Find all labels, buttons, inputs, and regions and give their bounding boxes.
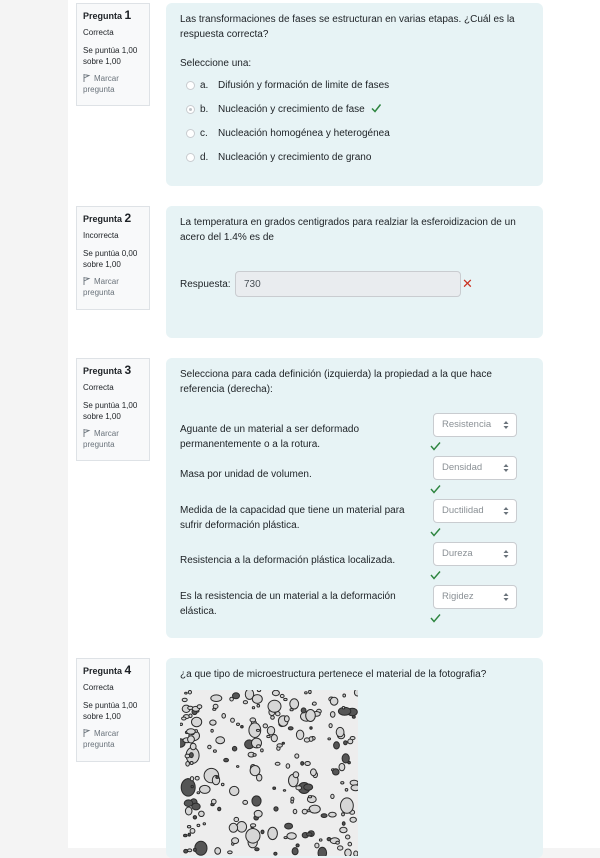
microstructure-particle (267, 727, 274, 735)
definition-text: Es la resistencia de un material a la deformación elástica. (180, 591, 396, 617)
microstructure-particle (188, 849, 192, 852)
microstructure-particle (329, 812, 337, 817)
microstructure-particle (251, 824, 256, 827)
microstructure-particle (296, 844, 299, 847)
microstructure-particle (336, 841, 340, 844)
microstructure-particle (185, 754, 190, 758)
select-caret-icon (503, 506, 509, 516)
microstructure-particle (272, 690, 279, 695)
microstructure-particle (185, 692, 188, 694)
microstructure-particle (212, 799, 217, 804)
microstructure-particle (318, 847, 327, 856)
option-d[interactable]: d. Nucleación y crecimiento de grano (180, 149, 529, 173)
microstructure-particle (275, 762, 280, 765)
microstructure-particle (313, 702, 317, 705)
microstructure-particle (342, 813, 345, 816)
microstructure-particle (228, 851, 233, 854)
microstructure-particle (338, 846, 343, 850)
microstructure-particle (197, 792, 200, 794)
microstructure-particle (341, 782, 344, 784)
microstructure-particle (352, 716, 355, 718)
match-row (180, 456, 529, 499)
microstructure-particle (333, 769, 340, 775)
microstructure-particle (211, 695, 222, 702)
microstructure-particle (340, 827, 347, 832)
microstructure-particle (254, 810, 262, 817)
question-content (166, 658, 543, 858)
microstructure-particle (301, 762, 304, 766)
microstructure-particle (288, 727, 293, 730)
microstructure-particle (328, 738, 331, 740)
microstructure-particle (306, 710, 316, 722)
radio-button-selected[interactable] (186, 105, 195, 114)
microstructure-particle (187, 729, 196, 734)
microstructure-particle (305, 762, 310, 766)
microstructure-particle (257, 704, 260, 707)
microstructure-particle (213, 750, 216, 752)
microstructure-particle (184, 849, 188, 853)
microstructure-particle (237, 766, 239, 768)
property-select[interactable]: Rigidez (433, 585, 517, 609)
microstructure-particle (221, 783, 224, 785)
microstructure-particle (186, 762, 190, 767)
question-state: Correcta (83, 683, 114, 692)
microstructure-particle (230, 786, 239, 795)
microstructure-particle (285, 823, 293, 829)
microstructure-particle (271, 716, 275, 719)
microstructure-particle (286, 764, 290, 768)
microstructure-particle (199, 811, 205, 816)
microstructure-particle (287, 833, 296, 840)
radio-button[interactable] (186, 153, 195, 162)
microstructure-particle (310, 727, 312, 729)
select-one-prompt: Seleccione una: (180, 58, 252, 69)
microstructure-particle (309, 737, 313, 742)
microstructure-particle (200, 785, 211, 793)
definition-text: Medida de la capacidad que tiene un material para sufrir deformación plástica. (180, 505, 405, 531)
microstructure-particle (232, 838, 239, 844)
correct-check-icon (430, 484, 441, 494)
microstructure-particle (274, 852, 277, 855)
question-state: Correcta (83, 383, 114, 392)
microstructure-particle (222, 714, 226, 719)
microstructure-particle (256, 729, 259, 731)
flag-question-link[interactable]: Marcar pregunta (83, 74, 119, 94)
microstructure-particle (237, 822, 247, 833)
question-number: Pregunta 2 (83, 211, 132, 225)
microstructure-particle (341, 798, 354, 813)
microstructure-particle (261, 830, 264, 834)
question-info (76, 658, 150, 762)
microstructure-particle (261, 749, 264, 752)
question-state: Correcta (83, 28, 114, 37)
microstructure-particle (267, 735, 270, 737)
microstructure-particle (203, 823, 205, 825)
microstructure-particle (257, 745, 261, 748)
microstructure-particle (282, 742, 284, 744)
microstructure-particle (290, 699, 299, 709)
matching-rows (180, 413, 529, 628)
question-number: Pregunta 3 (83, 363, 132, 377)
correct-check-icon (430, 527, 441, 537)
property-select[interactable]: Densidad (433, 456, 517, 480)
microstructure-particle (233, 693, 240, 699)
question-text: La temperatura en grados centigrados para realziar la esferoidizacion de un acero del 1.4% es de (180, 217, 516, 243)
microstructure-particle (304, 784, 313, 790)
select-caret-icon (503, 420, 509, 430)
microstructure-particle (257, 774, 262, 781)
correct-check-icon (430, 570, 441, 580)
microstructure-particle (284, 716, 289, 722)
microstructure-particle (197, 705, 202, 709)
question-grade: Se puntúa 1,00 sobre 1,00 (83, 46, 138, 66)
question-grade: Se puntúa 1,00 sobre 1,00 (83, 401, 138, 421)
microstructure-particle (188, 833, 190, 836)
flag-question-link[interactable]: Marcar pregunta (83, 429, 119, 449)
microstructure-particle (305, 692, 308, 694)
flag-icon (83, 74, 91, 82)
microstructure-particle (197, 824, 200, 826)
microstructure-particle (213, 704, 218, 708)
microstructure-particle (192, 803, 200, 810)
microstructure-particle (276, 712, 280, 716)
microstructure-particle (185, 807, 192, 815)
microstructure-particle (211, 729, 213, 732)
microstructure-particle (252, 695, 262, 704)
match-row (180, 413, 529, 456)
microstructure-particle (253, 754, 256, 757)
microstructure-particle (280, 694, 284, 697)
question-grade: Se puntúa 0,00 sobre 1,00 (83, 249, 138, 269)
microstructure-particle (319, 839, 322, 841)
microstructure-particle (187, 826, 190, 828)
microstructure-particle (255, 848, 259, 851)
question-content (166, 358, 543, 638)
question-number: Pregunta 1 (83, 8, 132, 22)
microstructure-particle (296, 730, 303, 739)
incorrect-x-icon: ✕ (462, 276, 473, 291)
microstructure-particle (237, 723, 240, 725)
property-select[interactable]: Resistencia (433, 413, 517, 437)
microstructure-particle (252, 796, 261, 806)
microstructure-particle (241, 726, 244, 728)
microstructure-image (180, 690, 358, 856)
microstructure-particle (283, 790, 285, 792)
microstructure-particle (234, 817, 239, 821)
match-row (180, 585, 529, 628)
microstructure-particle (293, 809, 297, 813)
microstructure-particle (216, 737, 225, 744)
microstructure-particle (308, 796, 311, 798)
microstructure-particle (218, 807, 221, 811)
question-state: Incorrecta (83, 231, 119, 240)
microstructure-photo (180, 690, 358, 856)
microstructure-particle (231, 718, 235, 722)
flag-icon (83, 729, 91, 737)
microstructure-particle (342, 754, 349, 763)
question-info (76, 3, 150, 106)
select-caret-icon (503, 549, 509, 559)
microstructure-particle (246, 829, 260, 844)
microstructure-particle (257, 690, 260, 692)
microstructure-particle (189, 714, 192, 718)
microstructure-particle (292, 848, 298, 855)
microstructure-particle (190, 743, 196, 750)
microstructure-particle (302, 809, 307, 814)
correct-check-icon (371, 103, 381, 113)
select-caret-icon (503, 592, 509, 602)
question-info (76, 358, 150, 461)
microstructure-particle (190, 829, 195, 834)
microstructure-particle (263, 724, 267, 728)
microstructure-particle (336, 727, 344, 736)
microstructure-particle (284, 837, 287, 839)
microstructure-particle (268, 827, 278, 839)
match-row (180, 542, 529, 585)
question-grade: Se puntúa 1,00 sobre 1,00 (83, 701, 138, 721)
microstructure-particle (190, 753, 194, 758)
microstructure-particle (195, 841, 207, 855)
microstructure-particle (315, 843, 319, 848)
definition-text: Resistencia a la deformación plástica localizada. (180, 555, 396, 566)
question-info (76, 206, 150, 310)
microstructure-particle (345, 789, 348, 792)
microstructure-particle (192, 717, 202, 726)
option-b[interactable]: b. Nucleación y crecimiento de fase (180, 101, 529, 125)
microstructure-particle (354, 851, 358, 856)
option-c[interactable]: c. Nucleación homogénea y heterogénea (180, 125, 529, 149)
answer-input[interactable]: 730 (235, 271, 461, 297)
correct-check-icon (430, 441, 441, 451)
microstructure-particle (193, 816, 196, 819)
question-text: Selecciona para cada definición (izquierda) la propiedad a la que hace referencia (derecha): (180, 369, 492, 395)
flag-question-link[interactable]: Marcar pregunta (83, 277, 119, 297)
question-text: ¿a que tipo de microestructura pertenece el material de la fotografia? (180, 669, 487, 680)
question-number: Pregunta 4 (83, 663, 132, 677)
select-caret-icon (503, 463, 509, 473)
microstructure-particle (195, 776, 199, 780)
microstructure-particle (182, 717, 186, 720)
microstructure-particle (271, 735, 277, 742)
microstructure-particle (295, 754, 299, 758)
microstructure-particle (344, 741, 348, 745)
definition-text: Masa por unidad de volumen. (180, 469, 312, 480)
microstructure-particle (210, 720, 216, 725)
microstructure-particle (188, 736, 195, 743)
microstructure-particle (274, 807, 278, 811)
flag-icon (83, 277, 91, 285)
match-row (180, 499, 529, 542)
microstructure-particle (329, 724, 332, 728)
microstructure-particle (354, 690, 358, 696)
microstructure-particle (194, 848, 197, 851)
microstructure-particle (224, 758, 229, 761)
microstructure-particle (307, 833, 313, 836)
microstructure-particle (190, 762, 193, 765)
microstructure-particle (188, 690, 191, 694)
correct-check-icon (430, 613, 441, 623)
microstructure-particle (191, 785, 193, 787)
property-select[interactable]: Ductilidad (433, 499, 517, 523)
flag-question-link[interactable]: Marcar pregunta (83, 729, 119, 749)
microstructure-particle (339, 763, 345, 770)
microstructure-particle (180, 723, 183, 725)
microstructure-particle (342, 707, 344, 709)
microstructure-particle (268, 700, 281, 712)
microstructure-particle (250, 718, 256, 722)
microstructure-particle (301, 708, 306, 713)
microstructure-particle (309, 690, 312, 693)
microstructure-particle (284, 698, 287, 700)
microstructure-particle (350, 817, 356, 822)
microstructure-particle (273, 787, 276, 789)
microstructure-particle (182, 698, 187, 701)
question-content (166, 206, 543, 338)
microstructure-particle (343, 694, 346, 697)
microstructure-particle (208, 745, 211, 749)
microstructure-particle (331, 794, 334, 798)
question-text: Las transformaciones de fases se estructuran en varias etapas. ¿Cuál es la respuesta correcta? (180, 14, 515, 40)
microstructure-particle (330, 712, 335, 718)
microstructure-particle (293, 772, 299, 778)
definition-text: Aguante de un material a ser deformado permanentemente o a la rotura. (180, 424, 359, 450)
microstructure-particle (232, 746, 236, 751)
microstructure-particle (277, 744, 282, 747)
flag-icon (83, 429, 91, 437)
microstructure-particle (346, 835, 350, 839)
microstructure-particle (334, 742, 340, 749)
radio-button[interactable] (186, 81, 195, 90)
microstructure-particle (291, 800, 294, 803)
microstructure-particle (330, 697, 338, 705)
question-content (166, 3, 543, 186)
microstructure-particle (215, 848, 221, 855)
microstructure-particle (348, 842, 352, 846)
answer-label: Respuesta: (180, 279, 231, 290)
microstructure-particle (311, 769, 317, 776)
microstructure-particle (350, 737, 355, 740)
microstructure-particle (309, 805, 320, 813)
microstructure-particle (243, 800, 248, 804)
option-a[interactable]: a. Difusión y formación de limite de fases (180, 77, 529, 101)
microstructure-particle (216, 776, 219, 778)
answer-row (180, 271, 529, 297)
microstructure-particle (243, 701, 247, 704)
radio-button[interactable] (186, 129, 195, 138)
microstructure-particle (342, 822, 345, 826)
microstructure-particle (307, 810, 310, 812)
microstructure-particle (252, 707, 254, 709)
property-select[interactable]: Dureza (433, 542, 517, 566)
microstructure-particle (345, 849, 352, 856)
microstructure-particle (321, 814, 327, 818)
microstructure-particle (351, 785, 358, 791)
microstructure-particle (184, 834, 188, 837)
microstructure-particle (296, 786, 302, 790)
microstructure-particle (190, 777, 193, 781)
microstructure-particle (229, 823, 237, 832)
